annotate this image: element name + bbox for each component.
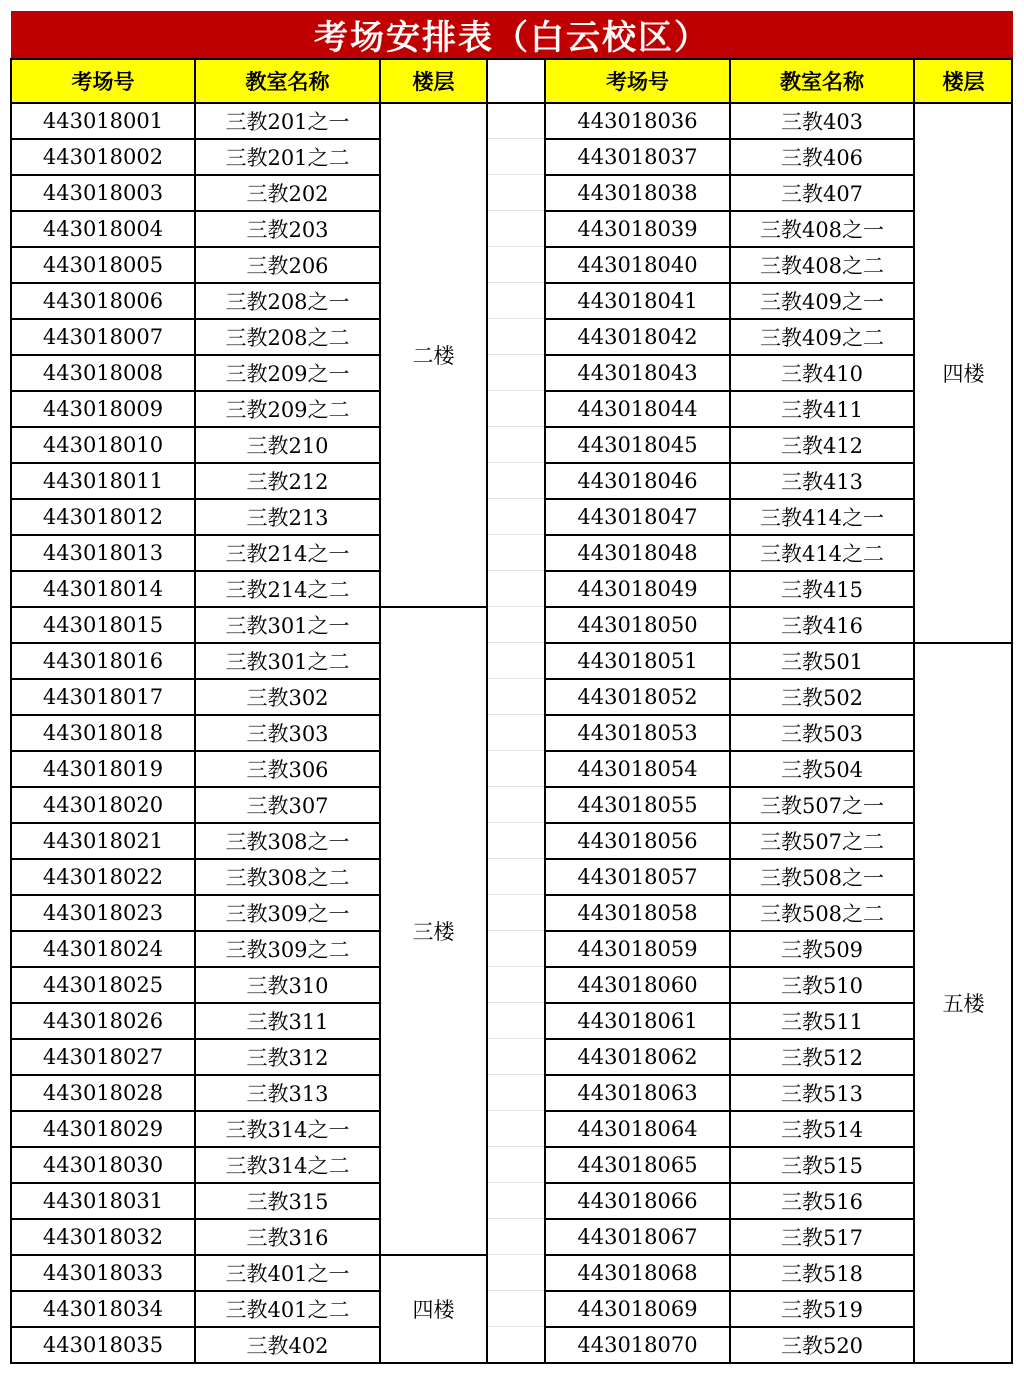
table-top-border (11, 58, 1013, 60)
right-room-cell: 三教517 (780, 1226, 864, 1250)
right-floor-cell: 四楼 (942, 362, 985, 386)
right-room-cell: 三教508之二 (759, 902, 885, 926)
left-exam-id-cell: 443018021 (42, 829, 164, 853)
spacer-gridline (488, 1254, 544, 1255)
column-border (194, 58, 196, 1364)
right-exam-id-cell: 443018046 (577, 469, 698, 493)
right-room-cell: 三教408之一 (759, 218, 885, 242)
right-exam-id-cell: 443018048 (577, 541, 698, 565)
left-exam-id-cell: 443018012 (42, 505, 164, 529)
left-exam-id-cell: 443018024 (42, 937, 164, 961)
spacer-gridline (488, 570, 544, 571)
left-exam-id-cell: 443018003 (42, 181, 164, 205)
spacer-gridline (488, 1074, 544, 1075)
left-room-cell: 三教401之二 (225, 1298, 350, 1322)
right-exam-id-cell: 443018065 (577, 1153, 698, 1177)
spacer-gridline (488, 210, 544, 211)
spacer-gridline (488, 966, 544, 967)
right-room-cell: 三教413 (780, 470, 864, 494)
left-exam-id-cell: 443018018 (42, 721, 164, 745)
spacer-gridline (488, 498, 544, 499)
column-border (10, 58, 12, 1364)
right-room-cell: 三教516 (780, 1190, 864, 1214)
left-room-cell: 三教307 (246, 794, 329, 818)
spacer-gridline (488, 390, 544, 391)
left-exam-id-cell: 443018022 (42, 865, 164, 889)
right-room-cell: 三教409之一 (759, 290, 885, 314)
exam-schedule-sheet (11, 11, 1013, 1367)
right-room-cell: 三教507之二 (759, 830, 885, 854)
right-room-cell: 三教510 (780, 974, 864, 998)
right-room-cell: 三教504 (780, 758, 864, 782)
left-room-cell: 三教308之一 (225, 830, 350, 854)
left-exam-id-cell: 443018029 (42, 1117, 164, 1141)
right-floor-cell: 五楼 (942, 992, 985, 1016)
right-floor-border (914, 642, 1013, 644)
right-room-cell: 三教518 (780, 1262, 864, 1286)
left-floor-border (380, 1254, 487, 1256)
spacer-gridline (488, 282, 544, 283)
left-exam-id-cell: 443018026 (42, 1009, 164, 1033)
spacer-gridline (488, 786, 544, 787)
right-exam-id-cell: 443018061 (577, 1009, 698, 1033)
right-exam-id-cell: 443018064 (577, 1117, 698, 1141)
spacer-gridline (488, 462, 544, 463)
right-exam-id-cell: 443018058 (577, 901, 698, 925)
left-room-cell: 三教301之二 (225, 650, 350, 674)
left-exam-id-cell: 443018011 (42, 469, 164, 493)
spacer-gridline (488, 1326, 544, 1327)
right-exam-id-cell: 443018049 (577, 577, 698, 601)
right-exam-id-cell: 443018038 (577, 181, 698, 205)
right-exam-id-cell: 443018053 (577, 721, 698, 745)
left-exam-id-cell: 443018031 (42, 1189, 164, 1213)
right-exam-id-cell: 443018069 (577, 1297, 698, 1321)
left-room-cell: 三教214之二 (225, 578, 350, 602)
left-exam-id-cell: 443018017 (42, 685, 164, 709)
right-exam-id-cell: 443018054 (577, 757, 698, 781)
left-floor-border (380, 606, 487, 608)
spacer-gridline (488, 714, 544, 715)
left-exam-id-cell: 443018014 (42, 577, 164, 601)
left-exam-id-cell: 443018016 (42, 649, 164, 673)
left-exam-id-cell: 443018023 (42, 901, 164, 925)
left-exam-id-cell: 443018008 (42, 361, 164, 385)
spacer-gridline (488, 1038, 544, 1039)
spacer-gridline (488, 858, 544, 859)
right-room-cell: 三教412 (780, 434, 864, 458)
right-room-cell: 三教513 (780, 1082, 864, 1106)
spacer-gridline (488, 534, 544, 535)
left-room-cell: 三教202 (246, 182, 329, 206)
spacer-gridline (488, 606, 544, 607)
right-exam-id-cell: 443018039 (577, 217, 698, 241)
right-exam-id-cell: 443018045 (577, 433, 698, 457)
right-exam-id-cell: 443018055 (577, 793, 698, 817)
right-room-cell: 三教407 (780, 182, 864, 206)
left-exam-id-cell: 443018020 (42, 793, 164, 817)
left-room-cell: 三教316 (246, 1226, 329, 1250)
right-room-cell: 三教511 (780, 1010, 864, 1034)
table-bottom-border (11, 1362, 1013, 1364)
spacer-gridline (488, 642, 544, 643)
right-exam-id-cell: 443018042 (577, 325, 698, 349)
left-exam-id-cell: 443018001 (42, 109, 164, 133)
left-exam-id-cell: 443018015 (42, 613, 164, 637)
right-exam-id-cell: 443018068 (577, 1261, 698, 1285)
left-exam-id-cell: 443018006 (42, 289, 164, 313)
left-room-cell: 三教311 (246, 1010, 329, 1034)
header-bottom-border (11, 102, 1013, 104)
spacer-gridline (488, 246, 544, 247)
right-room-cell: 三教410 (780, 362, 864, 386)
right-room-cell: 三教520 (780, 1334, 864, 1358)
left-room-cell: 三教303 (246, 722, 329, 746)
column-border (544, 58, 546, 1364)
right-room-cell: 三教512 (780, 1046, 864, 1070)
right-exam-id-cell: 443018040 (577, 253, 698, 277)
right-room-cell: 三教408之二 (759, 254, 885, 278)
left-room-cell: 三教306 (246, 758, 329, 782)
right-room-cell: 三教519 (780, 1298, 864, 1322)
left-room-cell: 三教201之二 (225, 146, 350, 170)
schedule-table (11, 58, 1013, 1367)
right-exam-id-cell: 443018051 (577, 649, 698, 673)
left-room-cell: 三教214之一 (225, 542, 350, 566)
right-exam-id-cell: 443018062 (577, 1045, 698, 1069)
right-exam-id-cell: 443018063 (577, 1081, 698, 1105)
right-exam-id-cell: 443018041 (577, 289, 698, 313)
spacer-gridline (488, 930, 544, 931)
right-room-cell: 三教406 (780, 146, 864, 170)
left-exam-id-cell: 443018025 (42, 973, 164, 997)
right-exam-id-cell: 443018067 (577, 1225, 698, 1249)
left-room-cell: 三教302 (246, 686, 329, 710)
right-room-cell: 三教403 (780, 110, 864, 134)
column-border (1011, 58, 1013, 1364)
right-header-floor: 楼层 (914, 58, 1013, 103)
left-room-cell: 三教208之二 (225, 326, 350, 350)
left-header-floor: 楼层 (380, 58, 487, 103)
left-header-room-name: 教室名称 (195, 58, 380, 103)
right-room-cell: 三教507之一 (759, 794, 885, 818)
right-room-cell: 三教508之一 (759, 866, 885, 890)
right-room-cell: 三教514 (780, 1118, 864, 1142)
left-room-cell: 三教313 (246, 1082, 329, 1106)
left-exam-id-cell: 443018004 (42, 217, 164, 241)
left-room-cell: 三教314之二 (225, 1154, 350, 1178)
right-room-cell: 三教416 (780, 614, 864, 638)
right-exam-id-cell: 443018052 (577, 685, 698, 709)
spacer-gridline (488, 426, 544, 427)
right-room-cell: 三教501 (780, 650, 864, 674)
spacer-gridline (488, 822, 544, 823)
spacer-gridline (488, 354, 544, 355)
right-room-cell: 三教509 (780, 938, 864, 962)
right-room-cell: 三教415 (780, 578, 864, 602)
sheet-title: 考场安排表（白云校区） (11, 11, 1013, 58)
right-exam-id-cell: 443018047 (577, 505, 698, 529)
left-room-cell: 三教212 (246, 470, 329, 494)
left-room-cell: 三教209之一 (225, 362, 350, 386)
left-floor-cell: 四楼 (412, 1298, 455, 1322)
left-floor-cell: 三楼 (412, 920, 455, 944)
left-exam-id-cell: 443018009 (42, 397, 164, 421)
right-exam-id-cell: 443018057 (577, 865, 698, 889)
left-exam-id-cell: 443018013 (42, 541, 164, 565)
right-exam-id-cell: 443018044 (577, 397, 698, 421)
spacer-gridline (488, 750, 544, 751)
column-border (729, 58, 731, 1364)
column-border (379, 58, 381, 1364)
left-room-cell: 三教401之一 (225, 1262, 350, 1286)
spacer-gridline (488, 138, 544, 139)
spacer-gridline (488, 1002, 544, 1003)
left-room-cell: 三教309之一 (225, 902, 350, 926)
right-room-cell: 三教409之二 (759, 326, 885, 350)
left-room-cell: 三教308之二 (225, 866, 350, 890)
left-room-cell: 三教301之一 (225, 614, 350, 638)
left-floor-cell: 二楼 (412, 344, 455, 368)
right-room-cell: 三教515 (780, 1154, 864, 1178)
left-room-cell: 三教208之一 (225, 290, 350, 314)
left-exam-id-cell: 443018010 (42, 433, 164, 457)
right-exam-id-cell: 443018060 (577, 973, 698, 997)
left-exam-id-cell: 443018030 (42, 1153, 164, 1177)
left-exam-id-cell: 443018007 (42, 325, 164, 349)
right-room-cell: 三教414之二 (759, 542, 885, 566)
left-room-cell: 三教314之一 (225, 1118, 350, 1142)
spacer-gridline (488, 1218, 544, 1219)
left-exam-id-cell: 443018027 (42, 1045, 164, 1069)
left-room-cell: 三教315 (246, 1190, 329, 1214)
left-exam-id-cell: 443018033 (42, 1261, 164, 1285)
left-exam-id-cell: 443018035 (42, 1333, 164, 1357)
left-exam-id-cell: 443018002 (42, 145, 164, 169)
right-header-room-name: 教室名称 (730, 58, 914, 103)
spacer-gridline (488, 894, 544, 895)
right-room-cell: 三教411 (780, 398, 864, 422)
right-room-cell: 三教502 (780, 686, 864, 710)
right-exam-id-cell: 443018056 (577, 829, 698, 853)
spacer-gridline (488, 174, 544, 175)
right-exam-id-cell: 443018036 (577, 109, 698, 133)
right-exam-id-cell: 443018037 (577, 145, 698, 169)
left-room-cell: 三教210 (246, 434, 329, 458)
left-exam-id-cell: 443018034 (42, 1297, 164, 1321)
left-room-cell: 三教201之一 (225, 110, 350, 134)
right-exam-id-cell: 443018059 (577, 937, 698, 961)
right-exam-id-cell: 443018070 (577, 1333, 698, 1357)
left-room-cell: 三教206 (246, 254, 329, 278)
left-room-cell: 三教203 (246, 218, 329, 242)
left-room-cell: 三教312 (246, 1046, 329, 1070)
spacer-gridline (488, 318, 544, 319)
left-exam-id-cell: 443018019 (42, 757, 164, 781)
right-room-cell: 三教414之一 (759, 506, 885, 530)
left-room-cell: 三教213 (246, 506, 329, 530)
right-exam-id-cell: 443018050 (577, 613, 698, 637)
left-room-cell: 三教402 (246, 1334, 329, 1358)
right-room-cell: 三教503 (780, 722, 864, 746)
right-header-exam-id: 考场号 (545, 58, 730, 103)
spacer-gridline (488, 1110, 544, 1111)
spacer-gridline (488, 678, 544, 679)
left-exam-id-cell: 443018005 (42, 253, 164, 277)
left-exam-id-cell: 443018028 (42, 1081, 164, 1105)
left-room-cell: 三教309之二 (225, 938, 350, 962)
left-header-exam-id: 考场号 (11, 58, 195, 103)
column-border (486, 58, 488, 1364)
right-exam-id-cell: 443018043 (577, 361, 698, 385)
left-room-cell: 三教310 (246, 974, 329, 998)
spacer-gridline (488, 1182, 544, 1183)
spacer-gridline (488, 1146, 544, 1147)
left-room-cell: 三教209之二 (225, 398, 350, 422)
left-exam-id-cell: 443018032 (42, 1225, 164, 1249)
column-border (913, 58, 915, 1364)
right-exam-id-cell: 443018066 (577, 1189, 698, 1213)
spacer-gridline (488, 1290, 544, 1291)
